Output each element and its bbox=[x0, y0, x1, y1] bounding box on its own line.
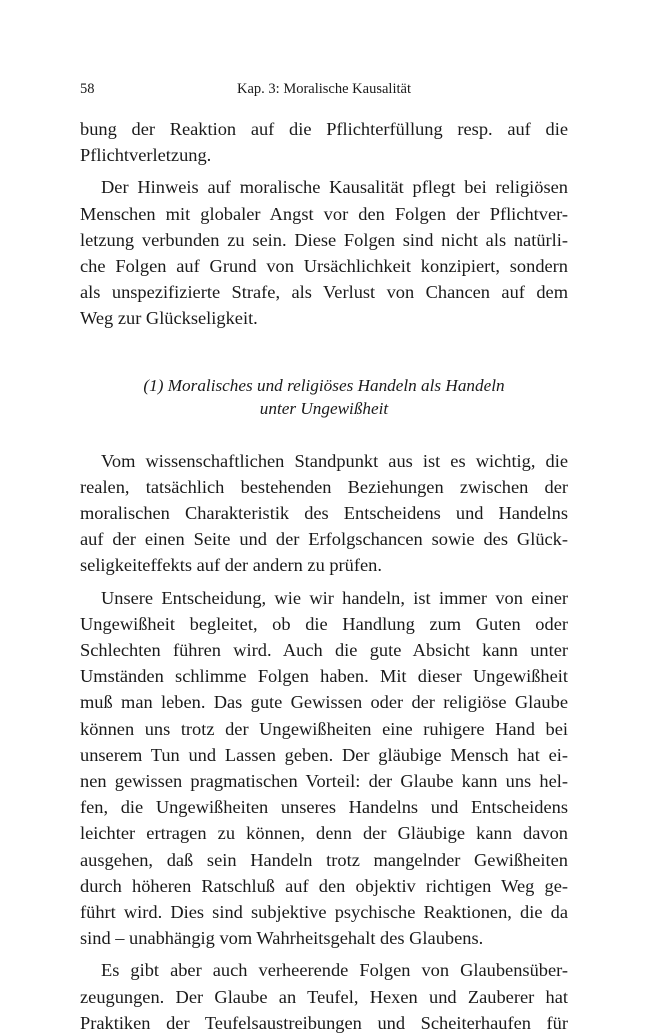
text-line: muß man leben. Das gute Gewissen oder der religiöse Glaube bbox=[80, 692, 568, 713]
text-line: fen, die Ungewißheiten unseres Handelns und Entscheidens bbox=[80, 797, 568, 818]
text-line: zeugungen. Der Glaube an Teufel, Hexen und Zauberer hat bbox=[80, 986, 568, 1007]
text-line: Menschen mit globaler Angst vor den Folgen der Pflichtver- bbox=[80, 203, 568, 224]
text-line: unserem Tun und Lassen geben. Der gläubige Mensch hat ei- bbox=[80, 744, 568, 765]
text-line: können uns trotz der Ungewißheiten eine ruhigere Hand bei bbox=[80, 718, 568, 739]
text-line: Praktiken der Teufelsaustreibungen und Scheiterhaufen für bbox=[80, 1012, 568, 1033]
section-heading-line: (1) Moralisches und religiöses Handeln als Handeln bbox=[143, 375, 505, 395]
text-line: durch höheren Ratschluß auf den objektiv richtigen Weg ge- bbox=[80, 875, 568, 896]
chapter-title: Kap. 3: Moralische Kausalität bbox=[237, 81, 411, 97]
text-line: Unsere Entscheidung, wie wir handeln, ist immer von einer bbox=[101, 587, 568, 608]
text-line: ausgehen, daß sein Handeln trotz mangelnder Gewißheiten bbox=[80, 849, 568, 870]
text-line: Es gibt aber auch verheerende Folgen von Glaubensüber- bbox=[101, 960, 568, 981]
text-line: Pflichtverletzung. bbox=[80, 145, 212, 166]
section-heading bbox=[80, 374, 568, 420]
book-page bbox=[80, 78, 568, 1036]
text-line: Ungewißheit begleitet, ob die Handlung zum Guten oder bbox=[80, 613, 568, 634]
text-line: leichter ertragen zu können, denn der Gläubige kann davon bbox=[80, 823, 568, 844]
text-line: sind – unabhängig vom Wahrheitsgehalt des Glaubens. bbox=[80, 928, 484, 949]
text-line: Weg zur Glückseligkeit. bbox=[80, 308, 258, 329]
text-line: Der Hinweis auf moralische Kausalität pflegt bei religiösen bbox=[101, 177, 568, 198]
page-number: 58 bbox=[80, 81, 95, 97]
text-line: Vom wissenschaftlichen Standpunkt aus ist es wichtig, die bbox=[101, 450, 568, 471]
text-line: als unspezifizierte Strafe, als Verlust von Chancen auf dem bbox=[80, 282, 568, 303]
section-heading-line: unter Ungewißheit bbox=[259, 398, 389, 418]
text-line: bung der Reaktion auf die Pflichterfüllung resp. auf die bbox=[80, 119, 568, 139]
text-line: Umständen schlimme Folgen haben. Mit dieser Ungewißheit bbox=[80, 666, 568, 687]
text-line: realen, tatsächlich bestehenden Beziehungen zwischen der bbox=[80, 476, 568, 497]
text-line: Schlechten führen wird. Auch die gute Absicht kann unter bbox=[80, 640, 568, 661]
text-line: auf der einen Seite und der Erfolgschancen sowie des Glück- bbox=[80, 529, 568, 550]
text-line: moralischen Charakteristik des Entscheidens und Handelns bbox=[80, 503, 568, 524]
text-line: nen gewissen pragmatischen Vorteil: der Glaube kann uns hel- bbox=[80, 771, 568, 792]
text-line: che Folgen auf Grund von Ursächlichkeit konzipiert, sondern bbox=[80, 256, 568, 277]
text-line: seligkeiteffekts auf der andern zu prüfen. bbox=[80, 555, 382, 576]
running-header bbox=[80, 78, 568, 100]
text-line: letzung verbunden zu sein. Diese Folgen sind nicht als natürli- bbox=[80, 229, 568, 250]
text-line: führt wird. Dies sind subjektive psychische Reaktionen, die da bbox=[80, 902, 568, 923]
body-text bbox=[80, 116, 568, 1036]
